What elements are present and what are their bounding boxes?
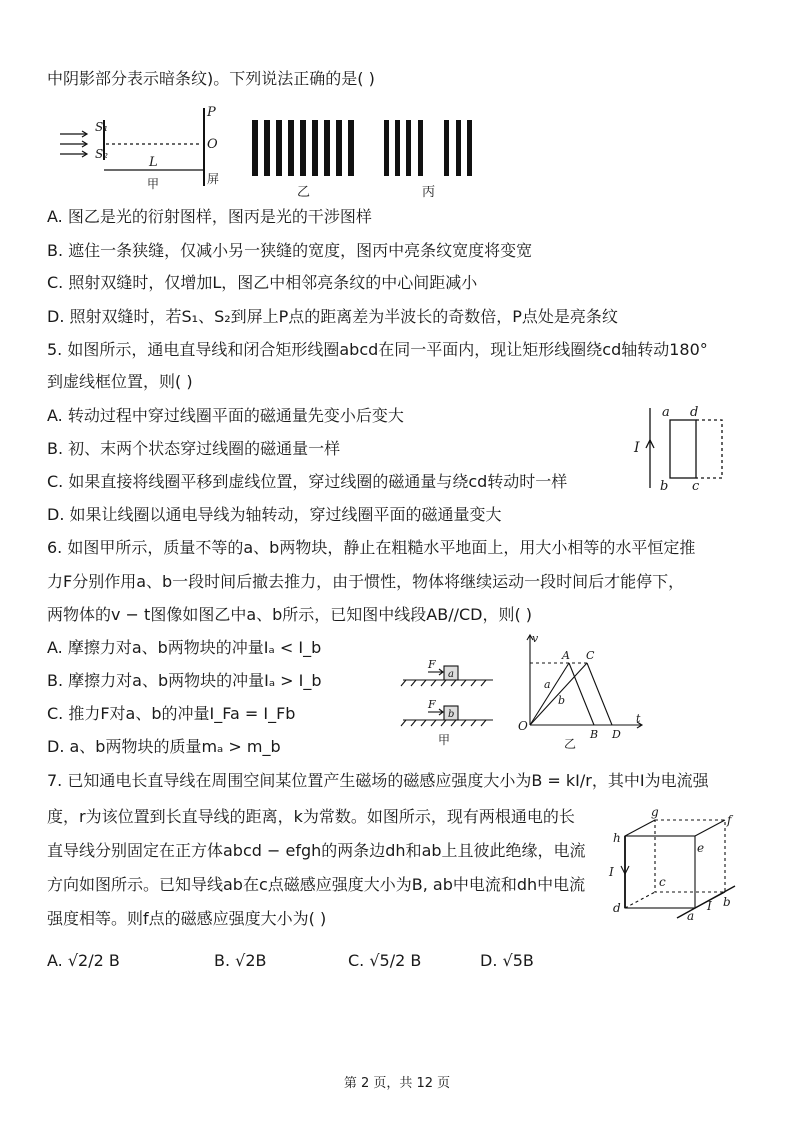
question-5-cont: 到虚线框位置，则( ) (47, 372, 193, 391)
figure-vt-graph (512, 630, 647, 750)
option-c: C. 如果直接将线圈平移到虚线位置，穿过线圈的磁通量与绕cd转动时一样 (47, 472, 568, 491)
label-s1: S₁ (95, 120, 109, 134)
option-a: A. 摩擦力对a、b两物块的冲量Iₐ < I_b (47, 638, 322, 657)
option-a: A. 转动过程中穿过线圈平面的磁通量先变小后变大 (47, 406, 404, 425)
label-jia: 甲 (438, 733, 451, 747)
bar (384, 120, 389, 176)
option-c: C. 推力F对a、b的冲量I_Fa = I_Fb (47, 704, 296, 723)
label-screen: 屏 (207, 172, 220, 186)
bar (444, 120, 449, 176)
label-yi: 乙 (297, 185, 311, 200)
bar (406, 120, 411, 176)
label-D: D (612, 728, 621, 741)
label-B: B (590, 728, 599, 741)
bar (336, 120, 342, 176)
label-f: F (428, 698, 436, 711)
bar (324, 120, 330, 176)
label-f: F (428, 658, 436, 671)
bar (467, 120, 472, 176)
label-a: a (687, 909, 695, 923)
label-c: c (692, 479, 700, 494)
option-a: A. 图乙是光的衍射图样，图丙是光的干涉图样 (47, 207, 372, 226)
label-e: e (697, 841, 705, 855)
figure-cube (607, 806, 747, 926)
label-i: I (707, 899, 712, 913)
question-6-cont: 两物体的v − t图像如图乙中a、b所示，已知图中线段AB//CD，则( ) (47, 605, 533, 624)
figure-double-slit (55, 98, 235, 193)
label-d: d (613, 901, 621, 915)
page-footer: 第 2 页，共 12 页 (343, 1076, 451, 1091)
label-l: L (149, 155, 158, 170)
question-7: 7. 已知通电长直导线在周围空间某位置产生磁场的磁感应强度大小为B = kI/r，其中I为电流强 (47, 771, 709, 790)
label-h: h (613, 831, 621, 845)
option-b: B. 遮住一条狭缝，仅减小另一狭缝的宽度，图丙中亮条纹宽度将变宽 (47, 241, 533, 260)
option-d: D. 照射双缝时，若S₁、S₂到屏上P点的距离差为半波长的奇数倍，P点处是亮条纹 (47, 307, 618, 326)
question-7-cont: 度，r为该位置到长直导线的距离，k为常数。如图所示，现有两根通电的长 (47, 807, 575, 826)
label-C: C (586, 649, 595, 662)
label-a: a (544, 678, 551, 691)
label-b: b (448, 709, 455, 720)
label-b: b (660, 479, 669, 494)
option-d: D. 如果让线圈以通电导线为轴转动，穿过线圈平面的磁通量变大 (47, 505, 502, 524)
label-i: I (609, 865, 614, 879)
figure-coil (632, 400, 732, 495)
question-7-cont: 强度相等。则f点的磁感应强度大小为( ) (47, 909, 327, 928)
label-b: b (723, 895, 731, 909)
bar (395, 120, 400, 176)
label-c: c (659, 875, 666, 889)
label-i: I (634, 440, 640, 456)
option-b: B. √2B (214, 951, 267, 970)
label-yi: 乙 (564, 737, 577, 750)
figure-blocks (398, 650, 498, 750)
label-g: g (651, 806, 659, 819)
label-t: t (636, 712, 641, 725)
option-c: C. 照射双缝时，仅增加L，图乙中相邻亮条纹的中心间距减小 (47, 273, 478, 292)
bar (312, 120, 318, 176)
label-A: A (562, 649, 570, 662)
label-d: d (690, 405, 699, 420)
question-5: 5. 如图所示，通电直导线和闭合矩形线圈abcd在同一平面内，现让矩形线圈绕cd轴转动180° (47, 340, 708, 359)
bar (288, 120, 294, 176)
question-7-cont: 直导线分别固定在正方体abcd − efgh的两条边dh和ab上且彼此绝缘，电流 (47, 841, 586, 860)
label-f: f (727, 813, 732, 827)
label-o: O (207, 137, 218, 152)
question-7-cont: 方向如图所示。已知导线ab在c点磁感应强度大小为B, ab中电流和dh中电流 (47, 875, 586, 894)
label-p: P (207, 105, 216, 120)
option-b: B. 摩擦力对a、b两物块的冲量Iₐ > I_b (47, 671, 322, 690)
bar (418, 120, 423, 176)
label-a: a (448, 669, 454, 680)
option-d: D. a、b两物块的质量mₐ > m_b (47, 737, 281, 756)
bar (264, 120, 270, 176)
option-d: D. √5B (480, 951, 534, 970)
option-c: C. √5/2 B (348, 951, 422, 970)
bar (348, 120, 354, 176)
label-b: b (558, 694, 566, 707)
label-v: v (532, 632, 539, 645)
bar (300, 120, 306, 176)
label-o: O (518, 719, 528, 733)
label-bing: 丙 (422, 185, 436, 200)
option-b: B. 初、末两个状态穿过线圈的磁通量一样 (47, 439, 341, 458)
bar (252, 120, 258, 176)
label-jia: 甲 (147, 177, 160, 191)
bar (276, 120, 282, 176)
label-s2: S₂ (95, 147, 109, 161)
question-6-cont: 力F分别作用a、b一段时间后撤去推力，由于惯性，物体将继续运动一段时间后才能停下， (47, 572, 685, 591)
question-6: 6. 如图甲所示，质量不等的a、b两物块，静止在粗糙水平地面上，用大小相等的水平恒定推 (47, 538, 696, 557)
option-a: A. √2/2 B (47, 951, 120, 970)
bar (456, 120, 461, 176)
label-a: a (662, 405, 670, 420)
text-line: 中阴影部分表示暗条纹)。下列说法正确的是( ) (47, 69, 375, 88)
